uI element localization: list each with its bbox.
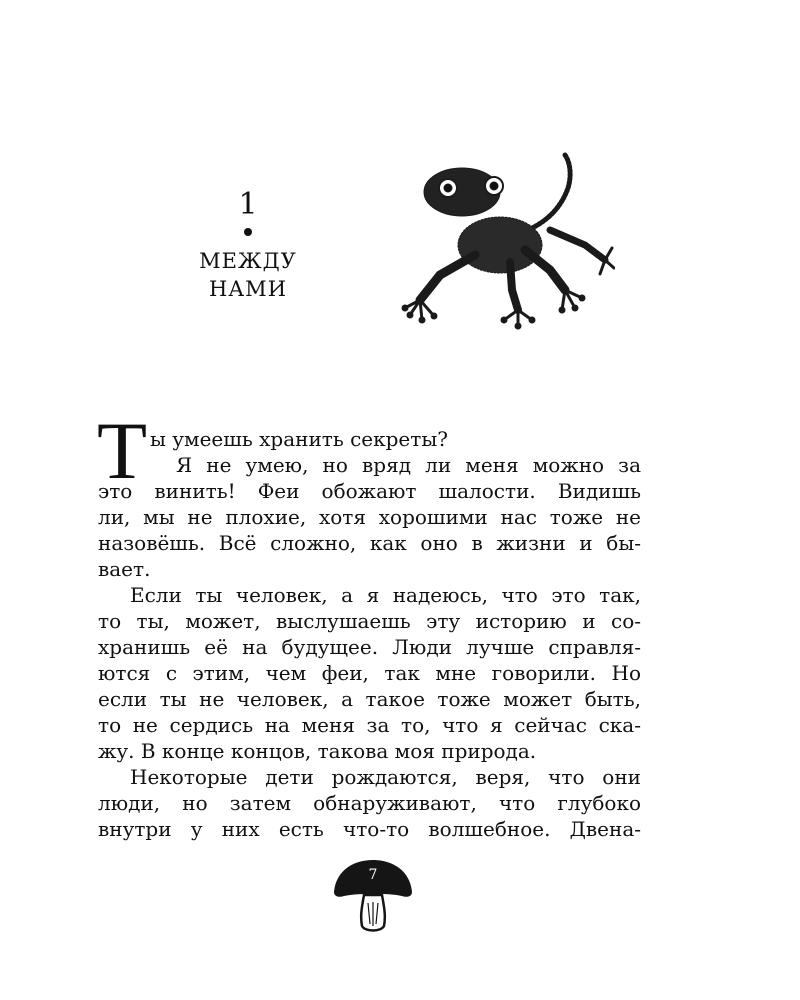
text-line: если ты не человек, а такое тоже может быть,	[98, 687, 641, 711]
chapter-title-line: МЕЖДУ	[199, 249, 297, 273]
chapter-title	[160, 247, 336, 303]
text-line: то не сердись на меня за то, что я сейчас ска-	[98, 713, 641, 737]
text-line: ются с этим, чем феи, так мне говорили. Но	[98, 661, 641, 685]
text-line: Я не умею, но вряд ли меня можно за	[176, 453, 641, 477]
text-line: ли, мы не плохие, хотя хорошими нас тоже не	[98, 505, 641, 529]
chapter-divider-dot	[244, 228, 252, 236]
text-line: это винить! Феи обожают шалости. Видишь	[98, 479, 641, 503]
text-line: Некоторые дети рождаются, веря, что они	[130, 765, 641, 789]
page-number: 7	[368, 867, 378, 883]
drop-cap: Т	[97, 405, 148, 496]
text-line: назовёшь. Всё сложно, как оно в жизни и бы-	[98, 531, 641, 555]
text-line: хранишь её на будущее. Люди лучше справля-	[98, 635, 641, 659]
text-line: внутри у них есть что-то волшебное. Двена-	[98, 817, 641, 841]
gecko-illustration	[400, 150, 615, 330]
chapter-title-line: НАМИ	[208, 277, 288, 301]
text-line: Если ты человек, а я надеюсь, что это так,	[130, 583, 641, 607]
text-line: то ты, может, выслушаешь эту историю и со-	[98, 609, 641, 633]
page-number-badge	[332, 858, 414, 934]
text-line: жу. В конце концов, такова моя природа.	[98, 739, 537, 763]
chapter-number: 1	[238, 187, 258, 222]
body-text	[98, 426, 641, 842]
text-line: ы умеешь хранить секреты?	[150, 427, 448, 451]
text-line: вает.	[98, 557, 151, 581]
text-line: люди, но затем обнаруживают, что глубоко	[98, 791, 641, 815]
